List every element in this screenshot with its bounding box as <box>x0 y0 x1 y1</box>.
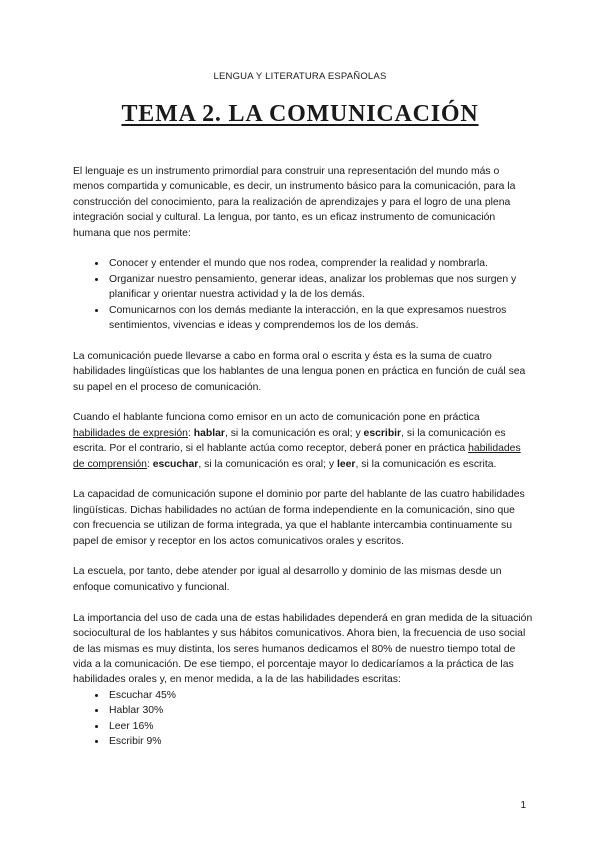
text-run: , si la comunicación es escrita. Por el contrario, si el hablante actúa como receptor, deberá poner en práctica <box>73 427 506 455</box>
document-body <box>73 164 533 749</box>
write-term: escribir <box>363 427 402 439</box>
list-item: • Organizar nuestro pensamiento, generar ideas, analizar los problemas que nos surgen y planificar y orientar nuestra actividad y la de los demás. <box>107 272 533 303</box>
list-item: • Conocer y entender el mundo que nos rodea, comprender la realidad y nombrarla. <box>107 256 533 271</box>
text-run: : <box>146 458 153 470</box>
text-run: , si la comunicación es escrita. <box>355 458 497 470</box>
list-item: • Hablar 30% <box>107 703 533 718</box>
list-item: • Comunicarnos con los demás mediante la interacción, en la que expresamos nuestros sentimientos, vivencias e ideas y comprendemos los de los demás. <box>107 303 533 334</box>
expression-skills-term: habilidades de expresión <box>73 427 188 439</box>
text-run: , si la comunicación es oral; y <box>198 458 337 470</box>
communication-paragraph: La comunicación puede llevarse a cabo en forma oral o escrita y ésta es la suma de cuatro habilidades lingüísticas que los hablantes de una lengua ponen en práctica en función de cuál sea su papel en el proceso de comunicación. <box>73 350 526 393</box>
abilities-list <box>73 256 533 333</box>
list-item: • Escuchar 45% <box>107 688 533 703</box>
read-term: leer <box>336 458 356 470</box>
usage-percent-list <box>73 688 533 750</box>
intro-paragraph: El lenguaje es un instrumento primordial para construir una representación del mundo más o menos compartida y comunicable, es decir, un instrumento básico para la comunicación, para la construcción del conocimiento, para la realización de aprendizajes y para el logro de una plena integración social y cultural. La lengua, por tanto, es un eficaz instrumento de comunicación humana que nos permite: <box>73 166 516 239</box>
capacity-paragraph: La capacidad de comunicación supone el dominio por parte del hablante de las cuatro habilidades lingüísticas. Dichas habilidades no actúan de forma independiente en la comunicación, sino que con frecuencia se utilizan de forma integrada, ya que el hablante intercambia continuamente su papel de emisor y receptor en los actos comunicativos orales y escritos. <box>73 489 525 547</box>
school-paragraph: La escuela, por tanto, debe atender por igual al desarrollo y dominio de las mismas desde un enfoque comunicativo y funcional. <box>73 566 502 593</box>
comprehension-skills-term: habilidades de comprensión <box>73 443 521 470</box>
list-item: • Leer 16% <box>107 719 533 734</box>
listen-term: escuchar <box>152 458 199 470</box>
subject-header: LENGUA Y LITERATURA ESPAÑOLAS <box>213 71 387 82</box>
page-number: 1 <box>520 800 526 811</box>
text-run: , si la comunicación es oral; y <box>224 427 364 439</box>
page-title <box>0 101 600 128</box>
importance-paragraph: La importancia del uso de cada una de estas habilidades dependerá en gran medida de la situación sociocultural de los hablantes y sus hábitos comunicativos. Ahora bien, la frecuencia de uso social de las mismas es muy distinta, los seres humanos dedicamos el 80% de nuestro tiempo total de vida a la comunicación. De ese tiempo, el porcentaje mayor lo dedicaríamos a la práctica de las habilidades orales y, en menor medida, a la de las habilidades escritas: <box>73 612 533 686</box>
page-title-text: TEMA 2. LA COMUNICACIÓN <box>121 101 479 127</box>
text-run: Cuando el hablante funciona como emisor en un acto de comunicación pone en práctica <box>73 412 480 424</box>
speak-term: hablar <box>193 427 225 439</box>
list-item: • Escribir 9% <box>107 734 533 749</box>
text-run: : <box>187 427 194 439</box>
skills-paragraph <box>73 410 533 472</box>
